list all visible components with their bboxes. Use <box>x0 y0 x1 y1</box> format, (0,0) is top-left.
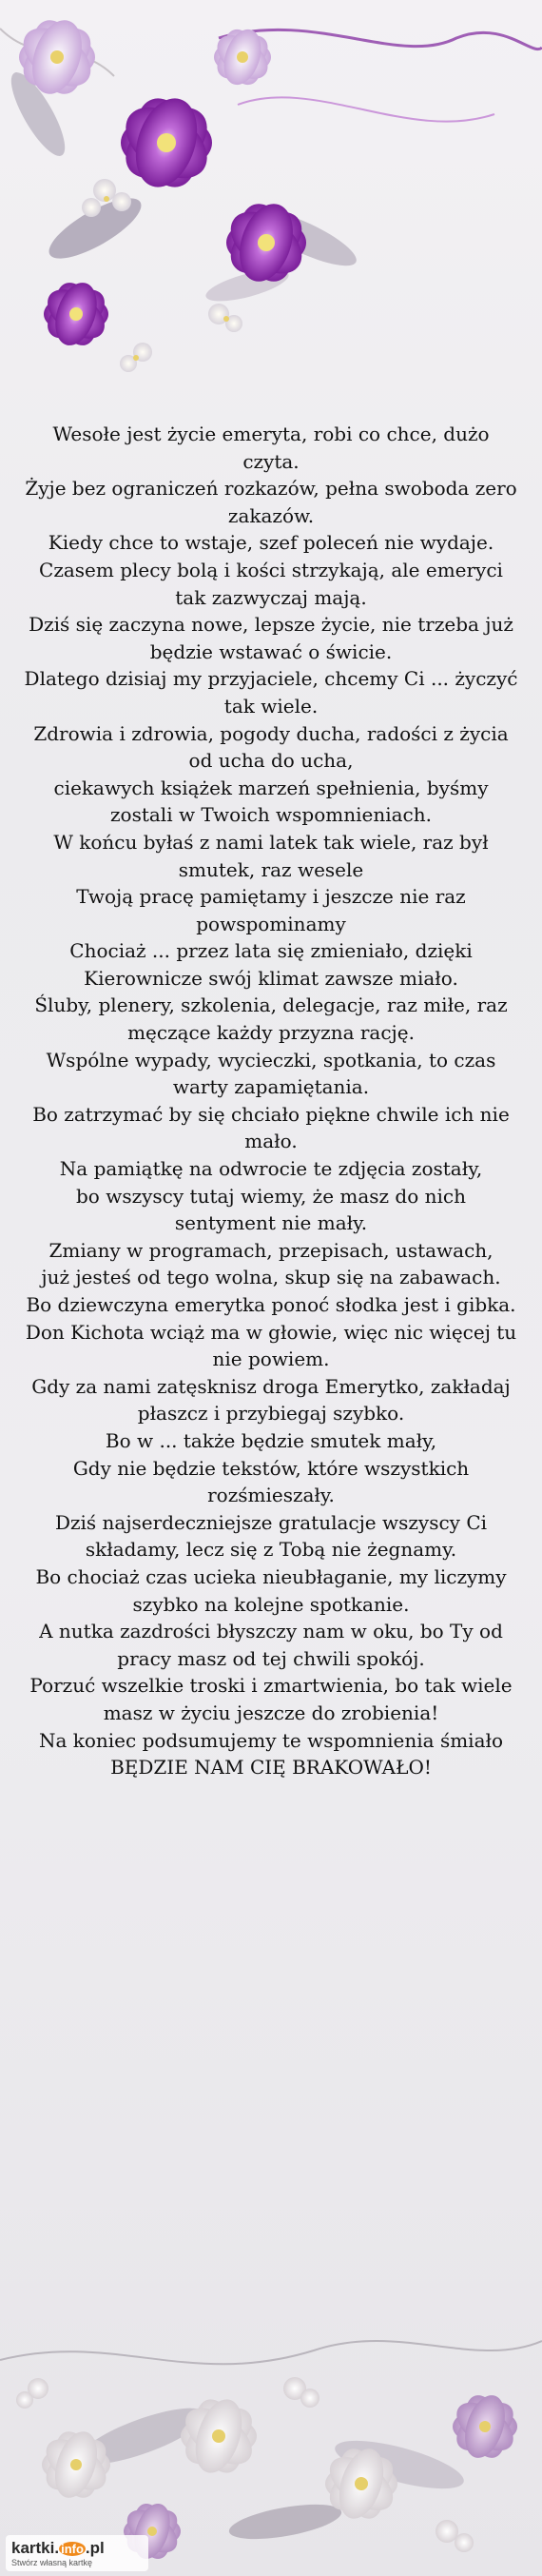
poem-line: Bo zatrzymać by się chciało piękne chwile ich nie mało. <box>32 1102 510 1153</box>
poem-text <box>23 421 519 1781</box>
poem-line: już jesteś od tego wolna, skup się na zabawach. <box>41 1266 501 1289</box>
poem-line: Śluby, plenery, szkolenia, delegacje, raz miłe, raz męczące każdy przyzna rację. <box>34 993 508 1045</box>
poem-line: A nutka zazdrości błyszczy nam w oku, bo Ty od pracy masz od tej chwili spokój. <box>39 1620 503 1670</box>
poem-line: bo wszyscy tutaj wiemy, że masz do nich sentyment nie mały. <box>76 1184 466 1235</box>
poem-line: Dziś najserdeczniejsze gratulacje wszyscy Ci składamy, lecz się z Tobą nie żegnamy. <box>54 1510 488 1562</box>
poem-line: Zdrowia i zdrowia, pogody ducha, radości z życia od ucha do ucha, <box>33 721 509 773</box>
poem-line: Czasem plecy bolą i kości strzykają, ale emeryci tak zazwyczaj mają. <box>39 558 503 609</box>
poem-line: W końcu byłaś z nami latek tak wiele, raz był smutek, raz wesele <box>53 830 489 881</box>
poem-line: Żyje bez ograniczeń rozkazów, pełna swoboda zero zakazów. <box>25 477 517 527</box>
brand-name-mid: info <box>61 2542 84 2556</box>
poem-line: Porzuć wszelkie troski i zmartwienia, bo tak wiele masz w życiu jeszcze do zrobienia! <box>29 1674 513 1724</box>
poem-line: Dlatego dzisiaj my przyjaciele, chcemy Ci ... życzyć tak wiele. <box>24 667 518 718</box>
poem-line: BĘDZIE NAM CIĘ BRAKOWAŁO! <box>110 1756 432 1780</box>
poem-line: Bo chociaż czas ucieka nieubłaganie, my liczymy szybko na kolejne spotkanie. <box>35 1564 507 1616</box>
brand-tagline: Stwórz własną kartkę <box>11 2558 93 2567</box>
brand-name-left: kartki. <box>11 2539 60 2557</box>
poem-line: Dziś się zaczyna nowe, lepsze życie, nie trzeba już będzie wstawać o świcie. <box>29 613 513 663</box>
poem-line: Bo dziewczyna emerytka ponoć słodka jest i gibka. <box>26 1293 516 1316</box>
brand-name <box>11 2539 105 2558</box>
poem-line: Wesołe jest życie emeryta, robi co chce, dużo czyta. <box>52 423 490 473</box>
poem-line: Zmiany w programach, przepisach, ustawach, <box>48 1238 494 1262</box>
poem-line: Don Kichota wciąż ma w głowie, więc nic więcej tu nie powiem. <box>25 1320 517 1371</box>
purple-flowers-top <box>0 0 542 400</box>
poem-line: Na koniec podsumujemy te wspomnienia śmiało <box>38 1728 504 1752</box>
white-flowers-bottom <box>0 2246 542 2576</box>
poem-line: Kiedy chce to wstaje, szef poleceń nie wydaje. <box>48 531 494 555</box>
poem-line: Twoją pracę pamiętamy i jeszcze nie raz powspominamy <box>76 885 466 935</box>
brand-name-right: .pl <box>85 2539 105 2557</box>
poem-line: Wspólne wypady, wycieczki, spotkania, to czas warty zapamiętania. <box>46 1048 496 1099</box>
poem-line: Chociaż ... przez lata się zmieniało, dzięki Kierownicze swój klimat zawsze miało. <box>69 939 473 990</box>
poem-line: Na pamiątkę na odwrocie te zdjęcia zostały, <box>59 1157 483 1181</box>
poem-line: ciekawych książek marzeń spełnienia, byśmy zostali w Twoich wspomnieniach. <box>53 776 489 827</box>
poem-line: Gdy nie będzie tekstów, które wszystkich rozśmieszały. <box>72 1456 470 1507</box>
poem-line: Bo w ... także będzie smutek mały, <box>105 1428 437 1452</box>
kartki-logo[interactable] <box>6 2535 148 2571</box>
poem-line: Gdy za nami zatęsknisz droga Emerytko, zakładaj płaszcz i przybiegaj szybko. <box>31 1374 511 1426</box>
